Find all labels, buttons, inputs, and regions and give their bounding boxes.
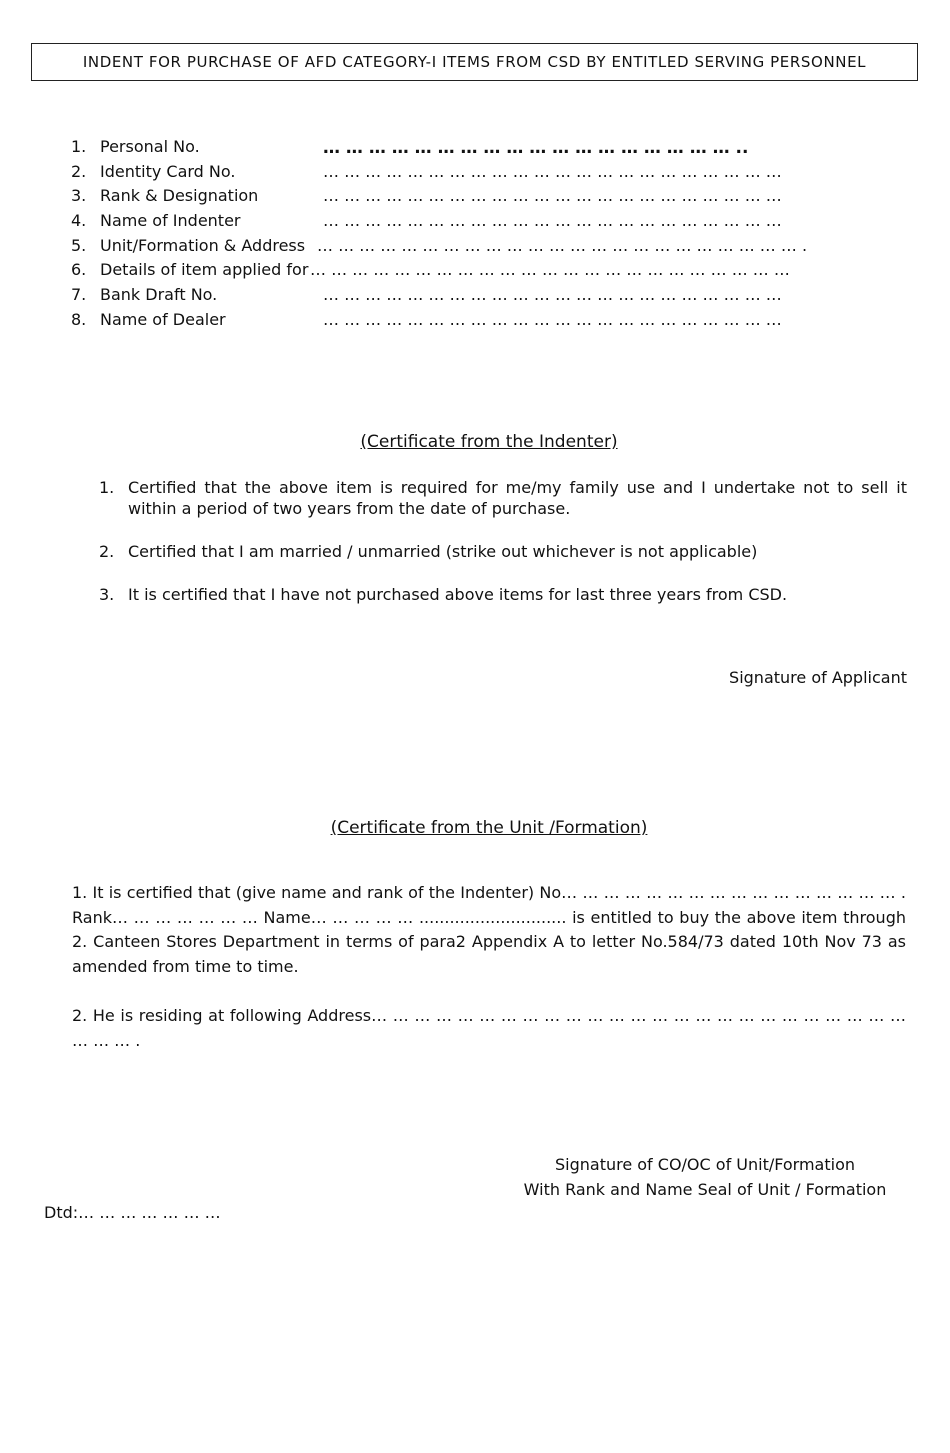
indenter-cert-item-1 <box>99 477 907 519</box>
field-rank-designation <box>71 184 782 209</box>
field-name-of-dealer <box>71 308 782 333</box>
field-number: 4. <box>71 211 87 231</box>
field-blank[interactable]: … … … … … … … … … … … … … … … … … … … … … … <box>323 309 782 329</box>
field-label: Details of item applied for <box>100 260 309 280</box>
field-name-of-indenter <box>71 209 782 234</box>
field-number: 6. <box>71 260 87 280</box>
unit-cert-paragraph-1 <box>72 881 906 979</box>
unit-certificate-heading: (Certificate from the Unit /Formation) <box>330 818 648 838</box>
field-personal-no <box>71 135 771 160</box>
co-signature-label: Signature of CO/OC of Unit/Formation <box>554 1155 855 1174</box>
field-blank[interactable]: … … … … … … … … … … … … … … … … … … … … … … <box>323 161 782 181</box>
field-blank[interactable]: … … … … … … … … … … … … … … … … … … … … … … <box>323 285 782 305</box>
indenter-cert-item-2 <box>99 541 907 562</box>
item-number: 1. <box>99 478 115 497</box>
unit-cert-paragraph-2 <box>72 1004 906 1053</box>
field-label: Rank & Designation <box>100 186 259 206</box>
applicant-signature-label: Signature of Applicant <box>729 668 907 687</box>
field-blank[interactable]: … … … … … … … … … … … … … … … … … … … … … … … <box>310 260 790 280</box>
field-identity-card-no <box>71 160 782 185</box>
field-number: 1. <box>71 137 87 156</box>
field-label: Identity Card No. <box>100 161 236 181</box>
field-number: 2. <box>71 161 87 181</box>
field-label: Unit/Formation & Address <box>100 235 306 255</box>
item-number: 2. <box>99 542 115 561</box>
form-title: INDENT FOR PURCHASE OF AFD CATEGORY-I ITEMS FROM CSD BY ENTITLED SERVING PERSONNEL <box>31 43 918 81</box>
indent-fields <box>71 135 808 333</box>
unit-cert-address-text: 2. He is residing at following Address… … … … … … … … … … … … … … … … … … … … … … … … … … … … . <box>72 1006 906 1050</box>
indenter-certificate-heading: (Certificate from the Indenter) <box>360 432 618 452</box>
indenter-cert-item-3 <box>99 584 907 605</box>
field-label: Bank Draft No. <box>100 285 218 305</box>
field-label: Personal No. <box>100 137 200 156</box>
field-label: Name of Dealer <box>100 309 226 329</box>
field-item-details <box>71 258 790 283</box>
field-bank-draft-no <box>71 283 782 308</box>
field-label: Name of Indenter <box>100 211 241 231</box>
field-unit-formation-address <box>71 234 808 259</box>
field-number: 3. <box>71 186 87 206</box>
seal-label: With Rank and Name Seal of Unit / Formation <box>523 1180 887 1199</box>
dated-field: Dtd:… … … … … … … <box>44 1203 221 1222</box>
field-blank[interactable]: … … … … … … … … … … … … … … … … … … … … … … <box>323 186 782 206</box>
unit-cert-text: 1. It is certified that (give name and rank of the Indenter) No… … … … … … … … … … … … … … … … . Rank… … … … … … … Name… … … … … ............................. is entitled to buy the above item through 2. Canteen Stores Department in terms of para2 Appendix A to letter No.584/73 dated 10th Nov 73 as amended from time to time. <box>72 883 906 976</box>
field-number: 5. <box>71 235 87 255</box>
co-signature-block <box>500 1152 910 1202</box>
item-text: Certified that the above item is required for me/my family use and I undertake not to sell it within a period of two years from the date of purchase. <box>128 478 907 518</box>
item-text: Certified that I am married / unmarried (strike out whichever is not applicable) <box>128 542 758 561</box>
field-blank[interactable]: … … … … … … … … … … … … … … … … … … … … … … <box>323 211 782 231</box>
field-number: 8. <box>71 309 87 329</box>
field-blank[interactable]: … … … … … … … … … … … … … … … … … … … … … … … . <box>317 235 808 255</box>
field-number: 7. <box>71 285 87 305</box>
item-number: 3. <box>99 585 115 604</box>
item-text: It is certified that I have not purchased above items for last three years from CSD. <box>128 585 788 604</box>
field-blank[interactable]: … … … … … … … … … … … … … … … … … … .. <box>323 138 749 158</box>
